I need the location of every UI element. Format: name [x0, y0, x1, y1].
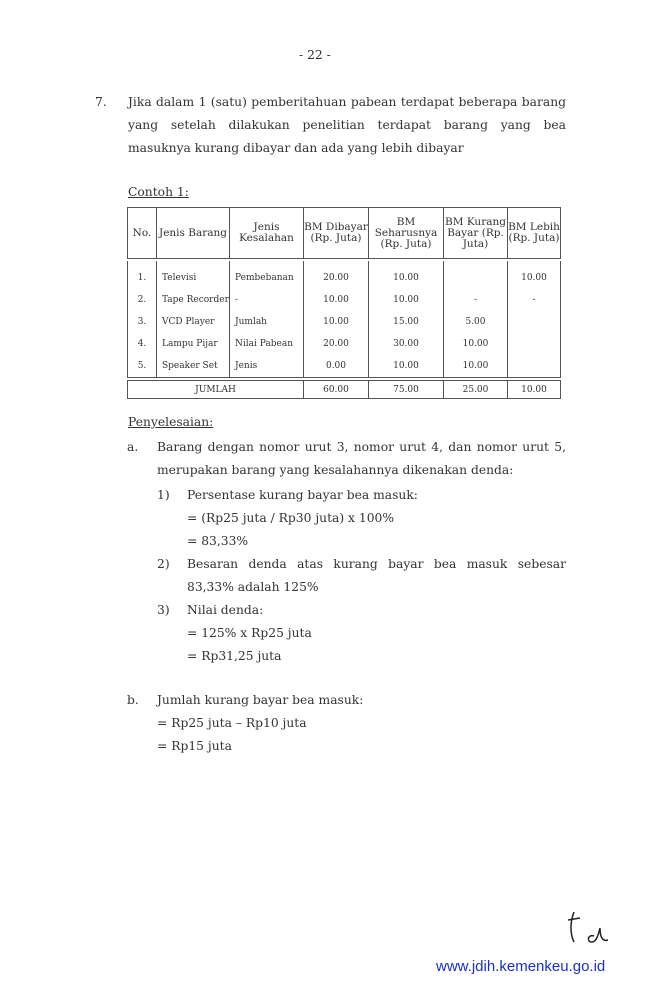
table-cell: [508, 355, 561, 378]
table-cell: [444, 261, 508, 289]
table-cell: Nilai Pabean: [230, 333, 304, 355]
table-row: [128, 311, 561, 333]
table-cell: 20.00: [304, 261, 369, 289]
column-header: No.: [128, 208, 157, 259]
table-cell: Pembebanan: [230, 261, 304, 289]
list-marker: a.: [127, 440, 139, 454]
paragraph-line: merupakan barang yang kesalahannya dikenakan denda:: [157, 463, 514, 477]
table-row: [128, 289, 561, 311]
column-header: BM Kurang Bayar (Rp. Juta): [444, 208, 508, 259]
paragraph-line: Jika dalam 1 (satu) pemberitahuan pabean terdapat beberapa barang: [128, 95, 566, 109]
total-cell: 10.00: [508, 381, 561, 399]
table-cell: 5.00: [444, 311, 508, 333]
table-cell: 30.00: [369, 333, 444, 355]
total-cell: 25.00: [444, 381, 508, 399]
table-cell: 5.: [128, 355, 157, 378]
table-cell: 10.00: [369, 355, 444, 378]
paragraph-line: Barang dengan nomor urut 3, nomor urut 4, dan nomor urut 5,: [157, 440, 566, 454]
calc-line: = Rp25 juta – Rp10 juta: [157, 716, 307, 730]
list-marker: 1): [157, 488, 170, 502]
paragraph-line: yang setelah dilakukan penelitian terdapat barang yang bea: [128, 118, 566, 132]
table-cell: 15.00: [369, 311, 444, 333]
calc-line: = Rp31,25 juta: [187, 649, 282, 663]
solution-title: Penyelesaian:: [128, 415, 214, 429]
table-cell: 0.00: [304, 355, 369, 378]
table-row: [128, 333, 561, 355]
calc-line: = 83,33%: [187, 534, 249, 548]
signature-initials: [560, 908, 620, 948]
total-cell: 75.00: [369, 381, 444, 399]
calc-line: = (Rp25 juta / Rp30 juta) x 100%: [187, 511, 395, 525]
calc-line: = Rp15 juta: [157, 739, 232, 753]
paragraph-line: Jumlah kurang bayar bea masuk:: [157, 693, 364, 707]
table-cell: 10.00: [304, 289, 369, 311]
table-cell: Jumlah: [230, 311, 304, 333]
paragraph-line: Besaran denda atas kurang bayar bea masuk sebesar: [187, 557, 566, 571]
example-title: Contoh 1:: [128, 185, 189, 199]
table-cell: [508, 311, 561, 333]
table-cell: Televisi: [157, 261, 230, 289]
table-cell: 3.: [128, 311, 157, 333]
page-number: - 22 -: [299, 48, 331, 62]
column-header: BM Lebih (Rp. Juta): [508, 208, 561, 259]
table-row: [128, 261, 561, 289]
paragraph-line: Nilai denda:: [187, 603, 264, 617]
table-cell: 2.: [128, 289, 157, 311]
table-cell: Tape Recorder: [157, 289, 230, 311]
total-row: [128, 381, 561, 399]
footer-url-link[interactable]: www.jdih.kemenkeu.go.id: [436, 958, 606, 975]
table-cell: -: [444, 289, 508, 311]
paragraph-line: 83,33% adalah 125%: [187, 580, 319, 594]
column-header: BM Dibayar (Rp. Juta): [304, 208, 369, 259]
table-row: [128, 355, 561, 378]
calc-line: = 125% x Rp25 juta: [187, 626, 312, 640]
table-cell: -: [508, 289, 561, 311]
column-header: Jenis Barang: [157, 208, 230, 259]
table-cell: 10.00: [304, 311, 369, 333]
table-cell: Jenis: [230, 355, 304, 378]
total-cell: JUMLAH: [128, 381, 304, 399]
list-marker: b.: [127, 693, 139, 707]
table-cell: Lampu Pijar: [157, 333, 230, 355]
list-marker: 3): [157, 603, 170, 617]
table-cell: 10.00: [444, 333, 508, 355]
table-cell: 10.00: [369, 261, 444, 289]
table-cell: 1.: [128, 261, 157, 289]
column-header: Jenis Kesalahan: [230, 208, 304, 259]
table-cell: [508, 333, 561, 355]
duty-table: [127, 207, 561, 399]
table-cell: VCD Player: [157, 311, 230, 333]
table-cell: 10.00: [369, 289, 444, 311]
paragraph-line: Persentase kurang bayar bea masuk:: [187, 488, 418, 502]
item-number: 7.: [95, 95, 107, 109]
list-marker: 2): [157, 557, 170, 571]
table-cell: 10.00: [444, 355, 508, 378]
table-cell: 4.: [128, 333, 157, 355]
table-cell: 10.00: [508, 261, 561, 289]
table-cell: 20.00: [304, 333, 369, 355]
table-cell: Speaker Set: [157, 355, 230, 378]
paragraph-line: masuknya kurang dibayar dan ada yang lebih dibayar: [128, 141, 464, 155]
column-header: BM Seharusnya (Rp. Juta): [369, 208, 444, 259]
table-cell: -: [230, 289, 304, 311]
total-cell: 60.00: [304, 381, 369, 399]
